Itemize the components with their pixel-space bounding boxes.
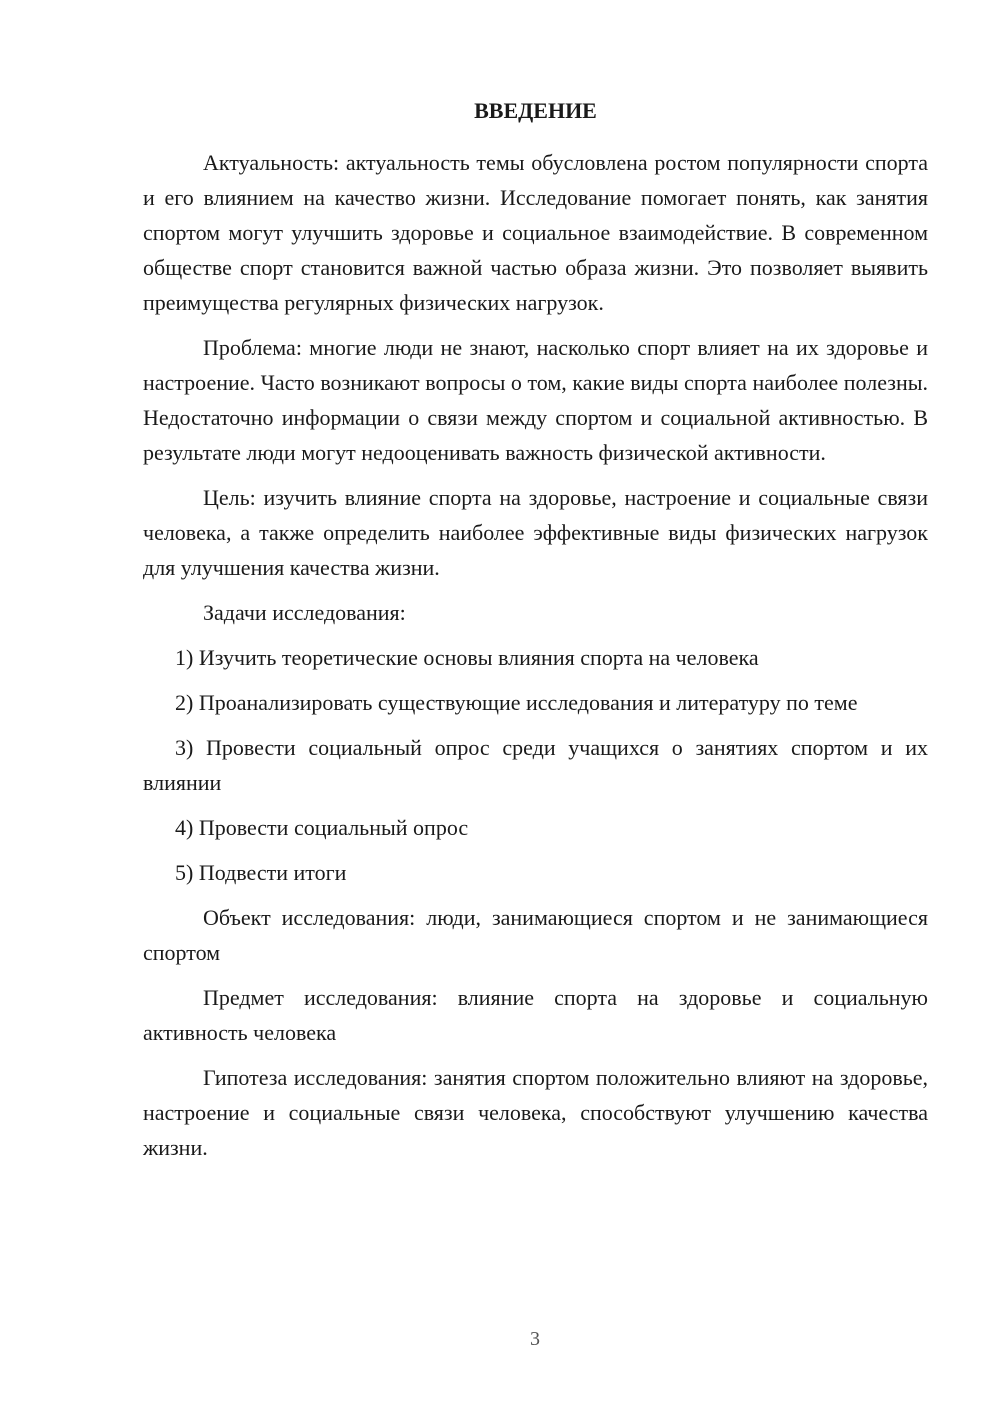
relevance-paragraph: Актуальность: актуальность темы обусловлена ростом популярности спорта и его влиянием на качество жизни. Исследование помогает понять, как занятия спортом могут улучшить здоровье и социальное взаимодействие. В современном обществе спорт становится важной частью образа жизни. Это позволяет выявить преимущества регулярных физических нагрузок. bbox=[143, 150, 928, 315]
hypothesis-paragraph: Гипотеза исследования: занятия спортом положительно влияют на здоровье, настроение и социальные связи человека, способствуют улучшению качества жизни. bbox=[143, 1065, 928, 1160]
task-item: 4) Провести социальный опрос bbox=[175, 815, 469, 840]
page-number: 3 bbox=[530, 1328, 540, 1350]
task-item: 3) Провести социальный опрос среди учащихся о занятиях спортом и их влиянии bbox=[143, 735, 928, 795]
page-content bbox=[143, 93, 928, 1175]
task-item: 5) Подвести итоги bbox=[175, 860, 347, 885]
problem-paragraph: Проблема: многие люди не знают, насколько спорт влияет на их здоровье и настроение. Часто возникают вопросы о том, какие виды спорта наиболее полезны. Недостаточно информации о связи между спортом и социальной активностью. В результате люди могут недооценивать важность физической активности. bbox=[143, 335, 928, 465]
goal-paragraph: Цель: изучить влияние спорта на здоровье, настроение и социальные связи человека, а также определить наиболее эффективные виды физических нагрузок для улучшения качества жизни. bbox=[143, 485, 928, 580]
tasks-heading: Задачи исследования: bbox=[203, 600, 406, 625]
task-item: 2) Проанализировать существующие исследования и литературу по теме bbox=[175, 690, 858, 715]
section-title: ВВЕДЕНИЕ bbox=[474, 98, 597, 123]
subject-paragraph: Предмет исследования: влияние спорта на здоровье и социальную активность человека bbox=[143, 985, 928, 1045]
task-item: 1) Изучить теоретические основы влияния спорта на человека bbox=[175, 645, 759, 670]
object-paragraph: Объект исследования: люди, занимающиеся спортом и не занимающиеся спортом bbox=[143, 905, 928, 965]
